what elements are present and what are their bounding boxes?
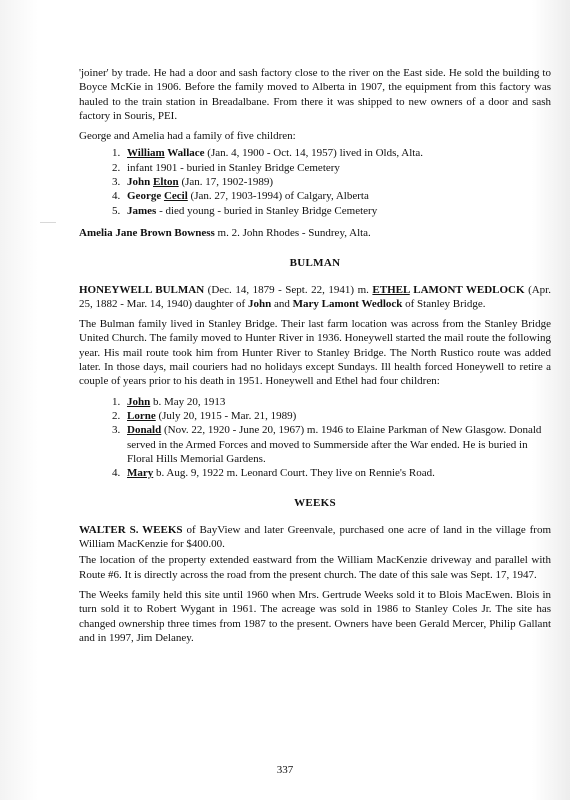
weeks-intro: WALTER S. WEEKS of BayView and later Greenvale, purchased one acre of land in the village from William MacKenzie for $400.00. — [79, 523, 552, 551]
child-item: 2. Lorne (July 20, 1915 - Mar. 21, 1989) — [123, 409, 551, 423]
section-heading-weeks: WEEKS — [294, 497, 336, 510]
scan-mark — [40, 222, 56, 223]
intro-paragraph: 'joiner' by trade. He had a door and sash factory close to the river on the East side. He sold the building to Boyce McKie in 1906. Before the family moved to Alberta in 1907, the equipment from this factory was hauled to the train station in Breadalbane. From there it was shipped to new owners of a door and sash factory in Souris, PEI. — [79, 67, 551, 122]
child-item: 3. John Elton (Jan. 17, 1902-1989) — [123, 175, 551, 189]
section-heading-bulman: BULMAN — [289, 257, 341, 270]
page-content — [79, 66, 551, 651]
child-item: 5. James - died young - buried in Stanley Bridge Cemetery — [123, 204, 551, 218]
weeks-paragraph-location: The location of the property extended eastward from the William MacKenzie driveway and parallel with Route #6. It is directly across the road from the present church. The date of this sale was Sept. 17, 1947. — [79, 554, 551, 581]
child-item: 3. Donald (Nov. 22, 1920 - June 20, 1967) m. 1946 to Elaine Parkman of New Glasgow. Donald served in the Armed Forces and moved to Summerside after the War ended. He is buried in Floral Hills Memorial Gardens. — [123, 423, 551, 466]
bulman-intro: HONEYWELL BULMAN (Dec. 14, 1879 - Sept. 22, 1941) m. ETHEL LAMONT WEDLOCK (Apr. 25, 1882 - Mar. 14, 1940) daughter of John and Mary Lamont Wedlock of Stanley Bridge. — [79, 283, 551, 310]
child-item: 2. infant 1901 - buried in Stanley Bridge Cemetery — [123, 161, 551, 175]
child-item: 4. Mary b. Aug. 9, 1922 m. Leonard Court. They live on Rennie's Road. — [123, 466, 551, 480]
bowness-children-list — [79, 146, 551, 217]
page-number: 337 — [276, 764, 294, 776]
child-item: 4. George Cecil (Jan. 27, 1903-1994) of Calgary, Alberta — [123, 189, 551, 203]
bulman-paragraph: The Bulman family lived in Stanley Bridge. Their last farm location was across from the Stanley Bridge United Church. The family moved to Hunter River in 1936. Honeywell started the mail route the following year. His mail route took him from Hunter River to Stanley Bridge. The North Rustico route was added later. In those days, mail couriers had no holidays except Sundays. Ill health forced Honeywell to retire a couple of years prior to his death in 1951. Honeywell and Ethel had four children: — [79, 318, 551, 388]
children-intro: George and Amelia had a family of five children: — [79, 130, 296, 143]
child-item: 1. William Wallace (Jan. 4, 1900 - Oct. 14, 1957) lived in Olds, Alta. — [123, 146, 551, 160]
child-item: 1. John b. May 20, 1913 — [123, 395, 551, 409]
amelia-line: Amelia Jane Brown Bowness m. 2. John Rhodes - Sundrey, Alta. — [79, 226, 371, 239]
weeks-paragraph-ownership: The Weeks family held this site until 1960 when Mrs. Gertrude Weeks sold it to Blois MacEwen. Blois in turn sold it to Robert Wygant in 1961. The acreage was sold in 1986 to Stanley Coles Jr. The site has changed ownership three times from 1987 to the present. Owners have been Gerald Mercer, Philip Gallant and in 1997, Jim Delaney. — [79, 588, 551, 644]
bulman-children-list — [79, 395, 551, 481]
